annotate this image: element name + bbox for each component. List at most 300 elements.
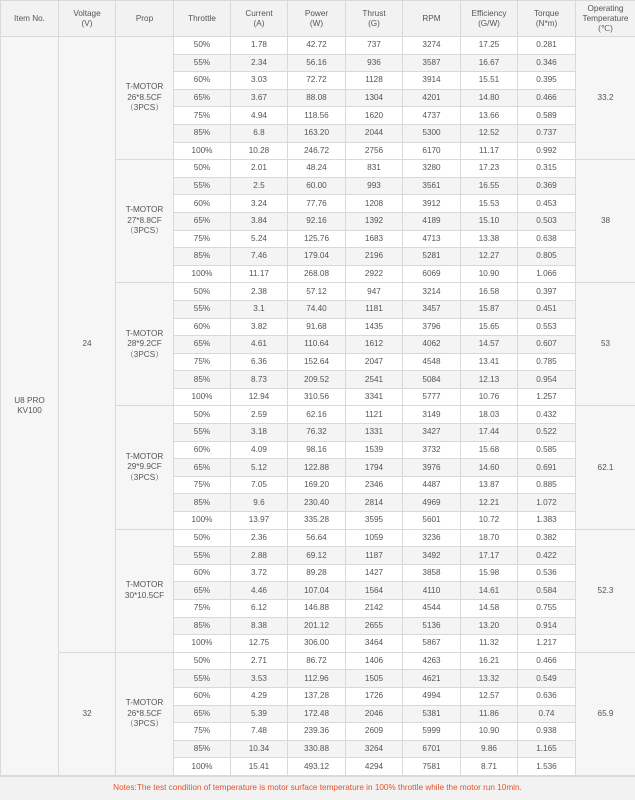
prop-cell (116, 283, 174, 406)
current-cell: 15.41 (231, 758, 288, 776)
throttle-cell: 55% (174, 670, 231, 688)
thrust-cell: 1121 (346, 406, 403, 424)
throttle-cell: 100% (174, 265, 231, 283)
header-line: Voltage (73, 8, 101, 18)
current-cell: 12.94 (231, 388, 288, 406)
efficiency-cell: 10.90 (461, 265, 518, 283)
power-cell: 60.00 (288, 177, 346, 195)
efficiency-cell: 13.41 (461, 353, 518, 371)
throttle-cell: 55% (174, 300, 231, 318)
power-cell: 137.28 (288, 687, 346, 705)
table-row (1, 652, 635, 670)
rpm-cell: 5777 (403, 388, 461, 406)
torque-cell: 1.257 (518, 388, 576, 406)
current-cell: 2.5 (231, 177, 288, 195)
efficiency-cell: 15.65 (461, 318, 518, 336)
efficiency-cell: 11.32 (461, 635, 518, 653)
header-line: (W) (309, 18, 324, 28)
header-line: Thrust (362, 8, 386, 18)
throttle-cell: 60% (174, 72, 231, 90)
efficiency-cell: 14.61 (461, 582, 518, 600)
efficiency-cell: 18.03 (461, 406, 518, 424)
throttle-cell: 50% (174, 406, 231, 424)
torque-cell: 0.805 (518, 248, 576, 266)
thrust-cell: 1683 (346, 230, 403, 248)
torque-cell: 1.072 (518, 494, 576, 512)
power-cell: 118.56 (288, 107, 346, 125)
efficiency-cell: 18.70 (461, 529, 518, 547)
efficiency-cell: 15.87 (461, 300, 518, 318)
header-power (288, 1, 346, 37)
header-rpm (403, 1, 461, 37)
header-operating-temperature (576, 1, 635, 37)
rpm-cell: 3587 (403, 54, 461, 72)
thrust-cell: 2046 (346, 705, 403, 723)
prop-line: （3PCS） (125, 103, 164, 113)
rpm-cell: 3976 (403, 459, 461, 477)
torque-cell: 0.382 (518, 529, 576, 547)
voltage-cell: 32 (59, 652, 116, 775)
power-cell: 201.12 (288, 617, 346, 635)
thrust-cell: 1427 (346, 564, 403, 582)
power-cell: 76.32 (288, 424, 346, 442)
rpm-cell: 5381 (403, 705, 461, 723)
prop-line: T-MOTOR (125, 205, 164, 215)
power-cell: 57.12 (288, 283, 346, 301)
item-no-cell (1, 37, 59, 776)
efficiency-cell: 12.21 (461, 494, 518, 512)
throttle-cell: 100% (174, 635, 231, 653)
current-cell: 13.97 (231, 512, 288, 530)
throttle-cell: 85% (174, 248, 231, 266)
throttle-cell: 85% (174, 617, 231, 635)
header-line: RPM (422, 13, 441, 23)
power-cell: 56.16 (288, 54, 346, 72)
current-cell: 5.39 (231, 705, 288, 723)
efficiency-cell: 14.57 (461, 336, 518, 354)
efficiency-cell: 13.66 (461, 107, 518, 125)
torque-cell: 0.885 (518, 476, 576, 494)
rpm-cell: 3236 (403, 529, 461, 547)
rpm-cell: 3280 (403, 160, 461, 178)
current-cell: 3.72 (231, 564, 288, 582)
header-current (231, 1, 288, 37)
operating-temperature-cell: 53 (576, 283, 635, 406)
test-condition-note: Notes:The test condition of temperature is motor surface temperature in 100% throttle while the motor run 10min. (0, 776, 635, 800)
current-cell: 6.8 (231, 124, 288, 142)
thrust-cell: 3264 (346, 740, 403, 758)
efficiency-cell: 12.57 (461, 687, 518, 705)
throttle-cell: 50% (174, 283, 231, 301)
torque-cell: 0.74 (518, 705, 576, 723)
header-efficiency (461, 1, 518, 37)
thrust-cell: 2196 (346, 248, 403, 266)
power-cell: 74.40 (288, 300, 346, 318)
prop-line: T-MOTOR (125, 451, 164, 461)
current-cell: 3.84 (231, 212, 288, 230)
throttle-cell: 75% (174, 600, 231, 618)
current-cell: 4.94 (231, 107, 288, 125)
prop-cell (116, 529, 174, 652)
power-cell: 268.08 (288, 265, 346, 283)
current-cell: 3.82 (231, 318, 288, 336)
current-cell: 2.88 (231, 547, 288, 565)
power-cell: 91.68 (288, 318, 346, 336)
torque-cell: 1.165 (518, 740, 576, 758)
torque-cell: 0.466 (518, 652, 576, 670)
rpm-cell: 5867 (403, 635, 461, 653)
current-cell: 6.36 (231, 353, 288, 371)
torque-cell: 0.549 (518, 670, 576, 688)
prop-cell (116, 652, 174, 775)
rpm-cell: 4713 (403, 230, 461, 248)
current-cell: 4.29 (231, 687, 288, 705)
header-line: Power (304, 8, 329, 18)
thrust-cell: 1435 (346, 318, 403, 336)
current-cell: 5.12 (231, 459, 288, 477)
operating-temperature-cell: 65.9 (576, 652, 635, 775)
rpm-cell: 5601 (403, 512, 461, 530)
torque-cell: 0.522 (518, 424, 576, 442)
torque-cell: 1.066 (518, 265, 576, 283)
thrust-cell: 1304 (346, 89, 403, 107)
thrust-cell: 4294 (346, 758, 403, 776)
table-row (1, 37, 635, 55)
torque-cell: 0.453 (518, 195, 576, 213)
prop-line: 26*8.5CF (127, 92, 162, 102)
current-cell: 10.34 (231, 740, 288, 758)
rpm-cell: 4487 (403, 476, 461, 494)
thrust-cell: 1392 (346, 212, 403, 230)
efficiency-cell: 10.90 (461, 723, 518, 741)
efficiency-cell: 12.13 (461, 371, 518, 389)
efficiency-cell: 17.17 (461, 547, 518, 565)
efficiency-cell: 14.60 (461, 459, 518, 477)
throttle-cell: 60% (174, 318, 231, 336)
efficiency-cell: 15.68 (461, 441, 518, 459)
thrust-cell: 1539 (346, 441, 403, 459)
power-cell: 209.52 (288, 371, 346, 389)
prop-cell (116, 406, 174, 529)
power-cell: 146.88 (288, 600, 346, 618)
operating-temperature-cell: 62.1 (576, 406, 635, 529)
efficiency-cell: 13.20 (461, 617, 518, 635)
prop-cell (116, 160, 174, 283)
prop-cell (116, 37, 174, 160)
efficiency-cell: 8.71 (461, 758, 518, 776)
prop-line: 26*8.5CF (127, 708, 162, 718)
efficiency-cell: 14.58 (461, 600, 518, 618)
current-cell: 2.38 (231, 283, 288, 301)
torque-cell: 0.369 (518, 177, 576, 195)
item-no-line: KV100 (17, 405, 42, 415)
power-cell: 88.08 (288, 89, 346, 107)
power-cell: 163.20 (288, 124, 346, 142)
torque-cell: 0.346 (518, 54, 576, 72)
efficiency-cell: 17.23 (461, 160, 518, 178)
efficiency-cell: 10.72 (461, 512, 518, 530)
voltage-cell: 24 (59, 37, 116, 653)
torque-cell: 0.607 (518, 336, 576, 354)
header-line: Item No. (14, 13, 45, 23)
throttle-cell: 100% (174, 388, 231, 406)
throttle-cell: 60% (174, 441, 231, 459)
power-cell: 107.04 (288, 582, 346, 600)
rpm-cell: 5084 (403, 371, 461, 389)
power-cell: 335.28 (288, 512, 346, 530)
thrust-cell: 1794 (346, 459, 403, 477)
current-cell: 4.46 (231, 582, 288, 600)
thrust-cell: 1406 (346, 652, 403, 670)
power-cell: 110.64 (288, 336, 346, 354)
thrust-cell: 2142 (346, 600, 403, 618)
torque-cell: 0.422 (518, 547, 576, 565)
torque-cell: 0.466 (518, 89, 576, 107)
torque-cell: 0.451 (518, 300, 576, 318)
throttle-cell: 85% (174, 124, 231, 142)
header-torque (518, 1, 576, 37)
power-cell: 310.56 (288, 388, 346, 406)
rpm-cell: 3149 (403, 406, 461, 424)
power-cell: 77.76 (288, 195, 346, 213)
rpm-cell: 4737 (403, 107, 461, 125)
thrust-cell: 1726 (346, 687, 403, 705)
current-cell: 3.03 (231, 72, 288, 90)
current-cell: 2.01 (231, 160, 288, 178)
current-cell: 3.24 (231, 195, 288, 213)
throttle-cell: 60% (174, 564, 231, 582)
efficiency-cell: 16.67 (461, 54, 518, 72)
throttle-cell: 100% (174, 142, 231, 160)
torque-cell: 0.585 (518, 441, 576, 459)
throttle-cell: 65% (174, 459, 231, 477)
torque-cell: 0.553 (518, 318, 576, 336)
throttle-cell: 75% (174, 107, 231, 125)
torque-cell: 0.281 (518, 37, 576, 55)
rpm-cell: 6170 (403, 142, 461, 160)
torque-cell: 0.737 (518, 124, 576, 142)
current-cell: 2.34 (231, 54, 288, 72)
current-cell: 8.73 (231, 371, 288, 389)
thrust-cell: 2541 (346, 371, 403, 389)
torque-cell: 1.383 (518, 512, 576, 530)
header-line: Efficiency (471, 8, 507, 18)
power-cell: 125.76 (288, 230, 346, 248)
thrust-cell: 1505 (346, 670, 403, 688)
table-header-row (1, 1, 635, 37)
efficiency-cell: 10.76 (461, 388, 518, 406)
header-line: (G) (368, 18, 380, 28)
current-cell: 2.36 (231, 529, 288, 547)
rpm-cell: 5300 (403, 124, 461, 142)
header-line: (G/W) (478, 18, 500, 28)
throttle-cell: 55% (174, 177, 231, 195)
torque-cell: 0.914 (518, 617, 576, 635)
header-line: Temperature (582, 13, 629, 23)
current-cell: 9.6 (231, 494, 288, 512)
prop-line: （3PCS） (125, 349, 164, 359)
rpm-cell: 3457 (403, 300, 461, 318)
thrust-cell: 2346 (346, 476, 403, 494)
throttle-cell: 75% (174, 723, 231, 741)
thrust-cell: 947 (346, 283, 403, 301)
header-line: Operating (587, 3, 624, 13)
efficiency-cell: 16.55 (461, 177, 518, 195)
current-cell: 5.24 (231, 230, 288, 248)
thrust-cell: 1059 (346, 529, 403, 547)
header-prop (116, 1, 174, 37)
efficiency-cell: 16.21 (461, 652, 518, 670)
header-line: Prop (135, 13, 154, 23)
rpm-cell: 4969 (403, 494, 461, 512)
torque-cell: 0.636 (518, 687, 576, 705)
thrust-cell: 2047 (346, 353, 403, 371)
rpm-cell: 3796 (403, 318, 461, 336)
thrust-cell: 831 (346, 160, 403, 178)
current-cell: 7.48 (231, 723, 288, 741)
thrust-cell: 993 (346, 177, 403, 195)
thrust-cell: 1612 (346, 336, 403, 354)
rpm-cell: 3427 (403, 424, 461, 442)
header-line: Current (245, 8, 273, 18)
torque-cell: 1.536 (518, 758, 576, 776)
torque-cell: 0.432 (518, 406, 576, 424)
thrust-cell: 1181 (346, 300, 403, 318)
throttle-cell: 85% (174, 371, 231, 389)
rpm-cell: 3214 (403, 283, 461, 301)
throttle-cell: 50% (174, 37, 231, 55)
thrust-cell: 1620 (346, 107, 403, 125)
rpm-cell: 3858 (403, 564, 461, 582)
throttle-cell: 85% (174, 494, 231, 512)
rpm-cell: 6069 (403, 265, 461, 283)
current-cell: 3.67 (231, 89, 288, 107)
rpm-cell: 5281 (403, 248, 461, 266)
power-cell: 179.04 (288, 248, 346, 266)
header-line: Throttle (188, 13, 216, 23)
current-cell: 12.75 (231, 635, 288, 653)
torque-cell: 0.503 (518, 212, 576, 230)
throttle-cell: 65% (174, 89, 231, 107)
rpm-cell: 4621 (403, 670, 461, 688)
throttle-cell: 65% (174, 582, 231, 600)
throttle-cell: 100% (174, 758, 231, 776)
rpm-cell: 4548 (403, 353, 461, 371)
current-cell: 4.61 (231, 336, 288, 354)
power-cell: 172.48 (288, 705, 346, 723)
thrust-cell: 3341 (346, 388, 403, 406)
thrust-cell: 1564 (346, 582, 403, 600)
current-cell: 6.12 (231, 600, 288, 618)
thrust-cell: 3595 (346, 512, 403, 530)
operating-temperature-cell: 52.3 (576, 529, 635, 652)
rpm-cell: 3274 (403, 37, 461, 55)
throttle-cell: 65% (174, 705, 231, 723)
torque-cell: 0.691 (518, 459, 576, 477)
thrust-cell: 1331 (346, 424, 403, 442)
prop-line: T-MOTOR (125, 328, 164, 338)
efficiency-cell: 13.87 (461, 476, 518, 494)
current-cell: 8.38 (231, 617, 288, 635)
rpm-cell: 3561 (403, 177, 461, 195)
throttle-cell: 100% (174, 512, 231, 530)
throttle-cell: 75% (174, 353, 231, 371)
throttle-cell: 65% (174, 336, 231, 354)
header-thrust (346, 1, 403, 37)
rpm-cell: 3732 (403, 441, 461, 459)
power-cell: 42.72 (288, 37, 346, 55)
power-cell: 239.36 (288, 723, 346, 741)
throttle-cell: 60% (174, 687, 231, 705)
torque-cell: 0.755 (518, 600, 576, 618)
thrust-cell: 1208 (346, 195, 403, 213)
current-cell: 4.09 (231, 441, 288, 459)
thrust-cell: 1187 (346, 547, 403, 565)
thrust-cell: 936 (346, 54, 403, 72)
efficiency-cell: 11.86 (461, 705, 518, 723)
throttle-cell: 75% (174, 230, 231, 248)
torque-cell: 0.992 (518, 142, 576, 160)
header-line: (N*m) (535, 18, 558, 28)
torque-cell: 0.785 (518, 353, 576, 371)
throttle-cell: 60% (174, 195, 231, 213)
torque-cell: 0.938 (518, 723, 576, 741)
throttle-cell: 50% (174, 652, 231, 670)
power-cell: 69.12 (288, 547, 346, 565)
rpm-cell: 5999 (403, 723, 461, 741)
prop-line: 29*9.9CF (127, 462, 162, 472)
torque-cell: 1.217 (518, 635, 576, 653)
throttle-cell: 55% (174, 54, 231, 72)
header-line: Torque (533, 8, 560, 18)
header-line: (V) (81, 18, 93, 28)
torque-cell: 0.395 (518, 72, 576, 90)
efficiency-cell: 12.27 (461, 248, 518, 266)
rpm-cell: 3914 (403, 72, 461, 90)
thrust-cell: 2756 (346, 142, 403, 160)
efficiency-cell: 9.86 (461, 740, 518, 758)
current-cell: 1.78 (231, 37, 288, 55)
power-cell: 306.00 (288, 635, 346, 653)
prop-line: 30*10.5CF (124, 590, 165, 600)
thrust-cell: 2922 (346, 265, 403, 283)
rpm-cell: 4263 (403, 652, 461, 670)
operating-temperature-cell: 38 (576, 160, 635, 283)
throttle-cell: 75% (174, 476, 231, 494)
efficiency-cell: 15.53 (461, 195, 518, 213)
throttle-cell: 50% (174, 529, 231, 547)
rpm-cell: 3912 (403, 195, 461, 213)
rpm-cell: 7581 (403, 758, 461, 776)
power-cell: 246.72 (288, 142, 346, 160)
rpm-cell: 4201 (403, 89, 461, 107)
prop-line: 27*8.8CF (127, 215, 162, 225)
power-cell: 56.64 (288, 529, 346, 547)
thrust-cell: 2814 (346, 494, 403, 512)
header-line: (℃) (598, 23, 613, 33)
torque-cell: 0.589 (518, 107, 576, 125)
current-cell: 10.28 (231, 142, 288, 160)
current-cell: 3.1 (231, 300, 288, 318)
current-cell: 11.17 (231, 265, 288, 283)
rpm-cell: 3492 (403, 547, 461, 565)
power-cell: 72.72 (288, 72, 346, 90)
efficiency-cell: 15.98 (461, 564, 518, 582)
throttle-cell: 85% (174, 740, 231, 758)
efficiency-cell: 17.25 (461, 37, 518, 55)
torque-cell: 0.954 (518, 371, 576, 389)
current-cell: 2.71 (231, 652, 288, 670)
